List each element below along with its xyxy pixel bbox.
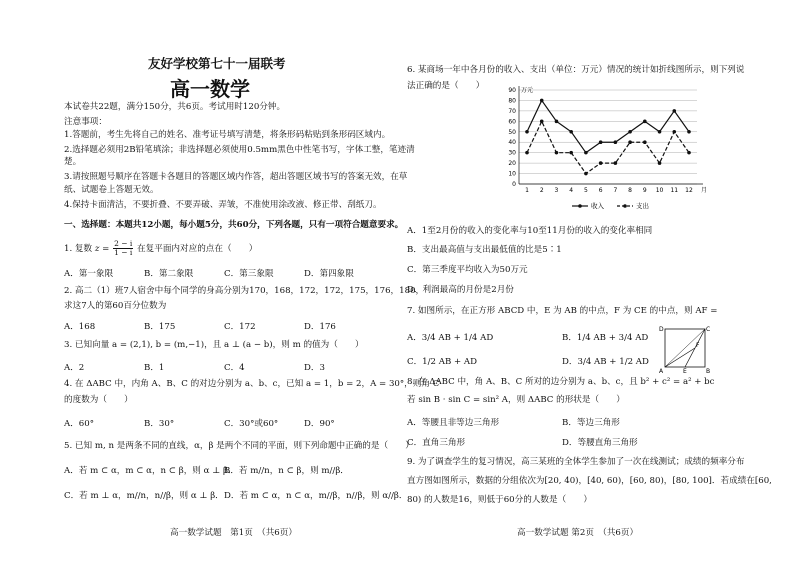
q1-option-d[interactable]: D．第四象限 xyxy=(304,269,354,279)
x-tick-label: 8 xyxy=(628,187,633,194)
x-tick-label: 1 xyxy=(525,187,529,194)
question-9-line2: 直方图如图所示，数据的分组依次为[20, 40)，[40, 60)，[60, 80)，[80, 100]．若成绩在[60, xyxy=(407,476,772,486)
q8-option-b[interactable]: B．等边三角形 xyxy=(562,418,620,428)
question-2-line2: 求这7人的第60百分位数为 xyxy=(64,301,167,311)
note-1: 1.答题前，考生先将自己的姓名、准考证号填写清楚，将条形码粘贴到条形码区域内。 xyxy=(64,130,391,140)
q2-option-c[interactable]: C．172 xyxy=(224,322,256,332)
q5-option-b[interactable]: B．若 m//n，n ⊂ β，则 m//β． xyxy=(224,466,349,476)
series-0-point xyxy=(687,130,691,134)
label-c: C xyxy=(706,326,711,333)
square-abcd-figure xyxy=(659,323,711,373)
q7-option-a[interactable]: A．3/4 AB + 1/4 AD xyxy=(407,333,494,343)
q2-option-b[interactable]: B．175 xyxy=(144,322,176,332)
y-tick-label: 40 xyxy=(508,139,516,147)
q3-option-d[interactable]: D．3 xyxy=(304,363,325,373)
series-0-point xyxy=(525,130,529,134)
q6-option-b[interactable]: B．支出最高值与支出最低值的比是5∶1 xyxy=(407,245,562,255)
exam-title: 高一数学 xyxy=(170,77,250,101)
series-0-point xyxy=(658,130,662,134)
legend-marker-1 xyxy=(623,204,627,208)
x-tick-label: 9 xyxy=(642,187,647,194)
q1-pre: 1. 复数 xyxy=(64,244,93,254)
label-a: A xyxy=(659,368,664,373)
question-4-line2: 的度数为（ ） xyxy=(64,395,133,405)
q4-option-d[interactable]: D．90° xyxy=(304,419,335,429)
segment-af xyxy=(665,348,695,367)
q3-option-b[interactable]: B．1 xyxy=(144,363,165,373)
question-9-line1: 9. 为了调查学生的复习情况，高三某班的全体学生参加了一次在线测试；成绩的频率分布 xyxy=(407,457,745,467)
q6-option-c[interactable]: C．第三季度平均收入为50万元 xyxy=(407,265,528,275)
series-0-point xyxy=(614,140,618,144)
y-tick-label: 60 xyxy=(508,118,516,126)
q8-option-a[interactable]: A．等腰且非等边三角形 xyxy=(407,418,500,428)
series-0-point xyxy=(628,130,632,134)
chart-gridlines xyxy=(519,90,697,184)
series-0-point xyxy=(540,99,544,103)
series-0-point xyxy=(599,140,603,144)
notes-title: 注意事项： xyxy=(64,117,107,127)
y-tick-label: 70 xyxy=(508,107,516,115)
label-f: F xyxy=(696,342,700,349)
series-line-1 xyxy=(527,121,689,173)
x-tick-label: 6 xyxy=(598,187,603,194)
y-tick-label: 10 xyxy=(508,170,516,178)
q4-option-b[interactable]: B．30° xyxy=(144,419,175,429)
q1-den: 1 − i xyxy=(114,248,133,257)
q1-option-c[interactable]: C．第三象限 xyxy=(224,269,274,279)
chart-axes xyxy=(508,86,707,194)
series-line-0 xyxy=(527,100,689,152)
question-6-line2: 法正确的是（ ） xyxy=(407,81,485,91)
question-9-line3: 80) 的人数是16，则低于60分的人数是（ ） xyxy=(407,495,592,505)
series-1-point xyxy=(584,172,588,176)
q4-option-c[interactable]: C．30°或60° xyxy=(224,419,279,429)
q2-option-d[interactable]: D．176 xyxy=(304,322,336,332)
segment-ec xyxy=(685,329,705,367)
note-2-cont: 楚。 xyxy=(64,157,82,167)
q2-option-a[interactable]: A．168 xyxy=(64,322,96,332)
x-tick-label: 7 xyxy=(613,187,618,194)
x-tick-label: 2 xyxy=(539,187,544,194)
label-d: D xyxy=(659,326,664,333)
question-7: 7. 如图所示，在正方形 ABCD 中，E 为 AB 的中点，F 为 CE 的中点，则 AF = xyxy=(407,306,718,316)
series-1-point xyxy=(687,151,691,155)
x-tick-label: 3 xyxy=(554,187,559,194)
y-tick-label: 20 xyxy=(508,160,516,168)
question-1 xyxy=(64,240,257,257)
y-tick-label: 30 xyxy=(508,149,516,157)
q8-option-d[interactable]: D．等腰直角三角形 xyxy=(562,438,638,448)
legend-label-1: 支出 xyxy=(636,202,649,210)
y-tick-label: 90 xyxy=(508,87,516,94)
q7-option-d[interactable]: D．3/4 AB + 1/2 AD xyxy=(562,357,649,367)
q5-option-c[interactable]: C．若 m ⊥ α，m//n，n//β，则 α ⊥ β． xyxy=(64,491,224,501)
x-tick-label: 5 xyxy=(583,187,588,194)
q6-option-d[interactable]: D．利润最高的月份是2月份 xyxy=(407,285,514,295)
right-footer: 高一数学试题 第2页 （共6页） xyxy=(517,528,639,538)
q3-option-a[interactable]: A．2 xyxy=(64,363,85,373)
x-tick-label: 11 xyxy=(670,187,679,194)
chart-legend xyxy=(572,201,649,210)
series-1-point xyxy=(643,140,647,144)
q3-option-c[interactable]: C．4 xyxy=(224,363,245,373)
exam-header: 友好学校第七十一届联考 xyxy=(148,56,286,71)
q1-z: z = xyxy=(94,244,110,254)
question-3: 3. 已知向量 a = (2,1), b = (m,−1)，且 a ⊥ (a − b)，则 m 的值为（ ） xyxy=(64,340,364,350)
x-axis-label: 月 xyxy=(701,187,708,194)
q1-post: 在复平面内对应的点在（ ） xyxy=(137,244,258,254)
x-tick-label: 12 xyxy=(685,187,693,194)
question-4-line1: 4. 在 ΔABC 中，内角 A、B、C 的对边分别为 a、b、c，已知 a = 1，b = 2，A = 30°，则角 C xyxy=(64,379,440,389)
series-1-point xyxy=(525,151,529,155)
series-1-point xyxy=(672,130,676,134)
series-0-point xyxy=(569,130,573,134)
note-4: 4.保持卡面清洁，不要折叠、不要弄破、弄皱，不准使用涂改液、修正带、刮纸刀。 xyxy=(64,200,382,210)
q6-option-a[interactable]: A．1至2月份的收入的变化率与10至11月份的收入的变化率相同 xyxy=(407,226,653,236)
legend-label-0: 收入 xyxy=(591,202,604,210)
series-0-point xyxy=(672,109,676,113)
right-page xyxy=(397,0,794,561)
exam-info: 本试卷共22题，满分150分，共6页。考试用时120分钟。 xyxy=(64,102,286,112)
label-b: B xyxy=(706,368,711,373)
y-tick-label: 50 xyxy=(508,128,516,136)
q5-option-a[interactable]: A．若 m ⊂ α，m ⊂ α，n ⊂ β，则 α ⊥ β． xyxy=(64,466,237,476)
q4-option-a[interactable]: A．60° xyxy=(64,419,95,429)
q7-option-c[interactable]: C．1/2 AB + AD xyxy=(407,357,478,367)
q8-option-c[interactable]: C．直角三角形 xyxy=(407,438,466,448)
legend-marker-0 xyxy=(578,204,582,208)
q1-option-b[interactable]: B．第二象限 xyxy=(144,269,194,279)
series-1-point xyxy=(569,151,573,155)
series-0-point xyxy=(643,120,647,124)
y-tick-label: 80 xyxy=(508,97,516,105)
y-tick-label: 0 xyxy=(512,181,516,188)
note-2: 2.选择题必须用2B铅笔填涂；非选择题必须使用0.5mm黑色中性笔书写，字体工整，笔迹清 xyxy=(64,145,415,155)
series-1-point xyxy=(599,161,603,165)
section-1-title: 一、选择题：本题共12小题，每小题5分，共60分，下列各题，只有一项符合题意要求。 xyxy=(64,220,404,230)
q5-option-d[interactable]: D．若 m ⊂ α，n ⊂ α，m//β，n//β，则 α//β． xyxy=(224,491,408,501)
q7-option-b[interactable]: B．1/4 AB + 3/4 AD xyxy=(562,333,649,343)
series-1-point xyxy=(540,120,544,124)
question-5: 5. 已知 m, n 是两条不同的直线，α，β 是两个不同的平面，则下列命题中正确的是（ ） xyxy=(64,441,414,451)
chart-series xyxy=(525,99,691,176)
income-expense-line-chart xyxy=(497,84,727,216)
question-8-line2: 若 sin B · sin C = sin² A，则 ΔABC 的形状是（ ） xyxy=(407,395,625,405)
left-footer: 高一数学试题 第1页 （共6页） xyxy=(170,528,297,538)
x-tick-label: 4 xyxy=(569,187,574,194)
question-6-line1: 6. 某商场一年中各月份的收入、支出（单位：万元）情况的统计如折线图所示，则下列说 xyxy=(407,65,745,75)
series-1-point xyxy=(614,161,618,165)
q1-fraction xyxy=(113,240,133,257)
note-3: 3.请按照题号顺序在答题卡各题目的答题区域内作答，超出答题区域书写的答案无效，在草 xyxy=(64,172,408,182)
series-1-point xyxy=(555,151,559,155)
note-3-cont: 纸、试题卷上答题无效。 xyxy=(64,185,159,195)
label-e: E xyxy=(683,368,687,373)
y-axis-label: 万元 xyxy=(521,87,534,94)
q1-num: 2 − i xyxy=(114,239,133,248)
q1-option-a[interactable]: A．第一象限 xyxy=(64,269,114,279)
series-0-point xyxy=(584,151,588,155)
series-1-point xyxy=(658,161,662,165)
x-tick-label: 10 xyxy=(655,187,664,194)
series-1-point xyxy=(628,140,632,144)
series-0-point xyxy=(555,120,559,124)
question-2-line1: 2. 高二（1）班7人宿舍中每个同学的身高分别为170，168，172，172，175，176，180， xyxy=(64,286,425,296)
question-8-line1: 8. 在 ΔABC 中，角 A、B、C 所对的边分别为 a、b、c，且 b² + c² = a² + bc xyxy=(407,377,715,387)
